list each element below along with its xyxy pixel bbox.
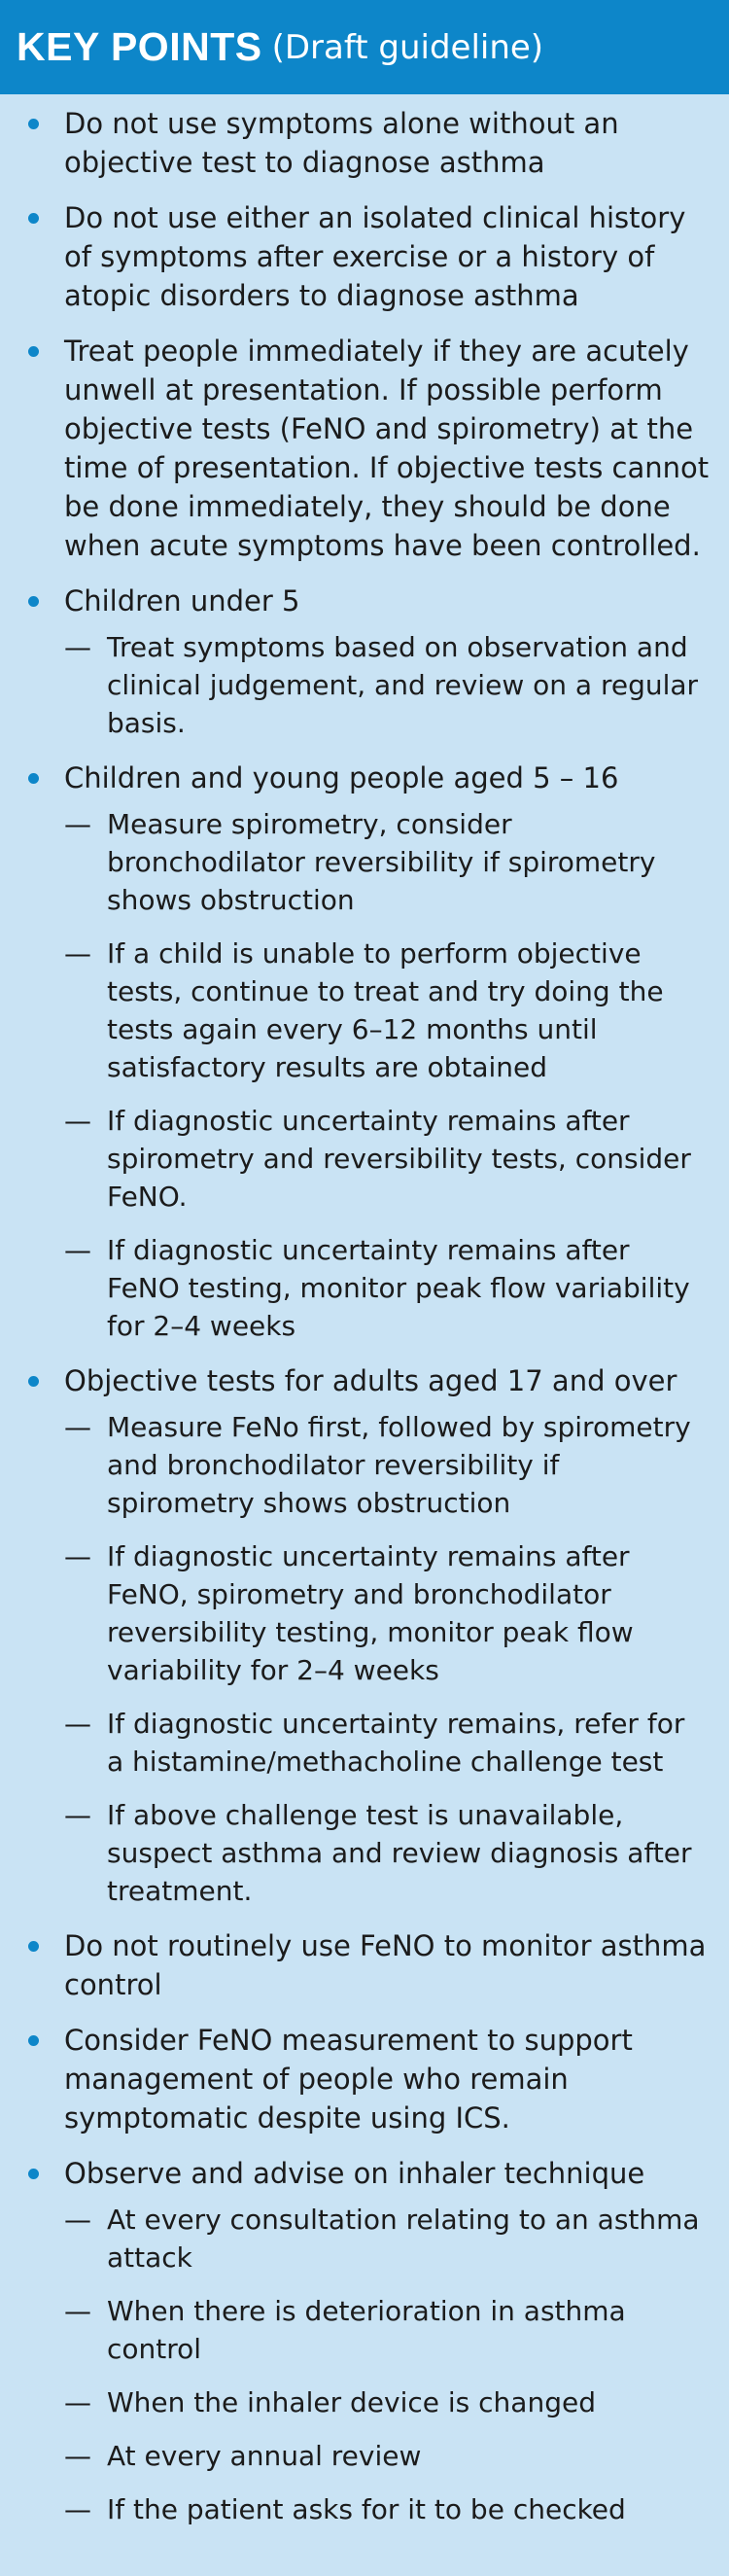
dash-icon: — <box>64 1799 91 1831</box>
key-point <box>17 104 710 182</box>
dash-icon: — <box>64 1540 91 1572</box>
bullet-dot-icon <box>28 773 39 784</box>
sub-point <box>64 2201 710 2276</box>
sub-point-text: If a child is unable to perform objective tests, continue to treat and try doing the tests again every 6–12 months until satisfactory results are obtained <box>107 937 664 1083</box>
sub-point-text: Measure spirometry, consider bronchodilator reversibility if spirometry shows obstruction <box>107 808 656 916</box>
bullet-dot-icon <box>28 1376 39 1387</box>
dash-icon: — <box>64 2493 91 2525</box>
header-subtitle: (Draft guideline) <box>271 27 544 67</box>
dash-icon: — <box>64 1105 91 1137</box>
dash-icon: — <box>64 2204 91 2236</box>
dash-icon: — <box>64 1708 91 1740</box>
key-point <box>17 1361 710 1910</box>
key-point <box>17 582 710 742</box>
key-point-text: Objective tests for adults aged 17 and over <box>64 1364 677 1397</box>
sub-point-text: If diagnostic uncertainty remains after FeNO testing, monitor peak flow variability for 2–4 weeks <box>107 1234 690 1342</box>
key-point-text: Children under 5 <box>64 584 300 618</box>
dash-icon: — <box>64 937 91 970</box>
key-point-text: Consider FeNO measurement to support management of people who remain symptomatic despite using ICS. <box>64 2024 633 2135</box>
key-point-text: Observe and advise on inhaler technique <box>64 2157 645 2190</box>
sub-point-text: At every consultation relating to an asthma attack <box>107 2204 700 2274</box>
sub-point-text: If diagnostic uncertainty remains after spirometry and reversibility tests, consider FeNO. <box>107 1105 691 1213</box>
sub-point-text: Treat symptoms based on observation and clinical judgement, and review on a regular basis. <box>107 631 699 739</box>
sub-point-text: If diagnostic uncertainty remains, refer for a histamine/methacholine challenge test <box>107 1708 685 1778</box>
key-point <box>17 1926 710 2004</box>
dash-icon: — <box>64 808 91 840</box>
sub-point-list <box>64 1408 710 1910</box>
sub-point-list <box>64 805 710 1345</box>
key-point-text: Children and young people aged 5 – 16 <box>64 761 619 794</box>
sub-point <box>64 1537 710 1689</box>
bullet-dot-icon <box>28 596 39 607</box>
dash-icon: — <box>64 2440 91 2472</box>
key-point <box>17 332 710 565</box>
sub-point-text: If above challenge test is unavailable, suspect asthma and review diagnosis after treatment. <box>107 1799 692 1907</box>
sub-point <box>64 1102 710 1216</box>
bullet-dot-icon <box>28 2035 39 2046</box>
key-points-list <box>0 94 729 2528</box>
sub-point-list <box>64 2201 710 2528</box>
sub-point <box>64 628 710 742</box>
sub-point <box>64 2383 710 2421</box>
sub-point <box>64 2490 710 2528</box>
sub-point <box>64 1231 710 1345</box>
sub-point-text: When there is deterioration in asthma control <box>107 2295 626 2365</box>
key-points-header <box>0 0 729 94</box>
dash-icon: — <box>64 2386 91 2418</box>
sub-point-text: If the patient asks for it to be checked <box>107 2493 626 2525</box>
sub-point <box>64 935 710 1086</box>
key-point <box>17 2021 710 2137</box>
sub-point <box>64 1796 710 1910</box>
key-point-text: Do not use either an isolated clinical history of symptoms after exercise or a history of atopic disorders to diagnose asthma <box>64 201 686 312</box>
dash-icon: — <box>64 631 91 663</box>
sub-point <box>64 2437 710 2475</box>
dash-icon: — <box>64 1234 91 1266</box>
sub-point <box>64 1408 710 1522</box>
key-point <box>17 198 710 315</box>
key-point-text: Treat people immediately if they are acutely unwell at presentation. If possible perform objective tests (FeNO and spirometry) at the time of presentation. If objective tests cannot be done immediately, they should be done when acute symptoms have been controlled. <box>64 335 710 562</box>
sub-point <box>64 805 710 919</box>
sub-point-text: Measure FeNo first, followed by spirometry and bronchodilator reversibility if spirometry shows obstruction <box>107 1411 691 1519</box>
key-point-text: Do not use symptoms alone without an objective test to diagnose asthma <box>64 107 619 179</box>
bullet-dot-icon <box>28 1941 39 1952</box>
sub-point <box>64 1705 710 1781</box>
sub-point-text: If diagnostic uncertainty remains after FeNO, spirometry and bronchodilator reversibility testing, monitor peak flow variability for 2–4 weeks <box>107 1540 634 1686</box>
key-point <box>17 2154 710 2528</box>
header-title: KEY POINTS <box>17 24 262 69</box>
sub-point-text: At every annual review <box>107 2440 422 2472</box>
bullet-dot-icon <box>28 119 39 129</box>
bullet-dot-icon <box>28 346 39 357</box>
key-point <box>17 759 710 1345</box>
sub-point-text: When the inhaler device is changed <box>107 2386 596 2418</box>
dash-icon: — <box>64 2295 91 2327</box>
bullet-dot-icon <box>28 213 39 224</box>
bullet-dot-icon <box>28 2169 39 2179</box>
sub-point <box>64 2292 710 2368</box>
key-point-text: Do not routinely use FeNO to monitor asthma control <box>64 1929 707 2001</box>
dash-icon: — <box>64 1411 91 1443</box>
sub-point-list <box>64 628 710 742</box>
